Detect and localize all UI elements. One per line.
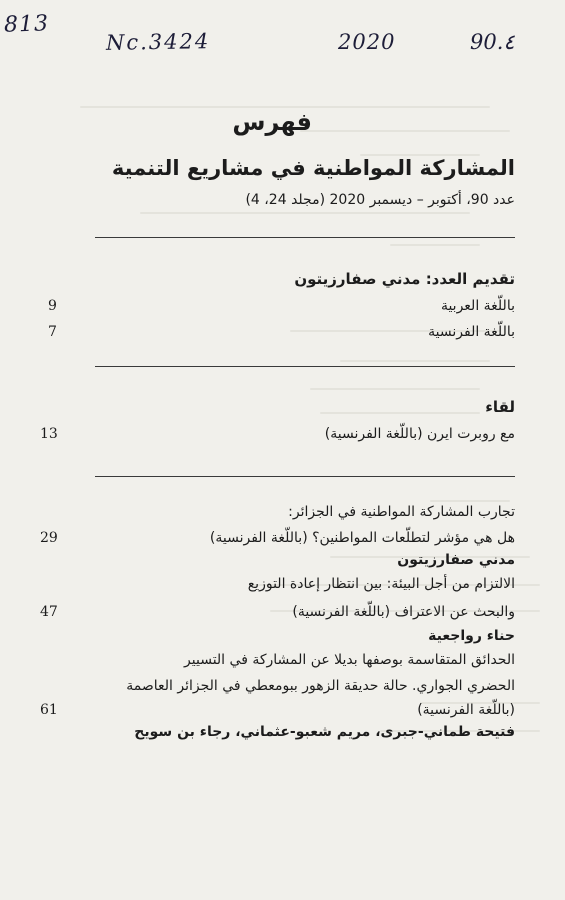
handwritten-catalog-code: Nc.3424 (105, 29, 211, 55)
section-divider (95, 366, 515, 367)
handwritten-year: 2020 (338, 30, 396, 54)
article-title-line: الحضري الجواري. حالة حديقة الزهور ببومعطي في الجزائر العاصمة (126, 678, 515, 694)
article-author: حناء رواجعية (428, 628, 515, 644)
section-divider (95, 476, 515, 477)
intro-item-french: باللّغة الفرنسية (428, 324, 515, 340)
article-page-number: 61 (40, 702, 58, 718)
intro-heading: تقديم العدد: مدني صفارزيتون (294, 270, 515, 288)
article-page-number: 29 (40, 530, 58, 546)
issue-subtitle: عدد 90، أكتوبر – ديسمبر 2020 (مجلد 24، 4) (245, 192, 515, 208)
intro-item-arabic-page: 9 (48, 298, 57, 314)
article-title-line: والبحث عن الاعتراف (باللّغة الفرنسية) (292, 604, 515, 620)
handwritten-corner-number: 813 (3, 11, 50, 38)
article-title-line: تجارب المشاركة المواطنية في الجزائر: (288, 504, 515, 520)
interview-item-page: 13 (40, 426, 58, 442)
section-divider (95, 237, 515, 238)
article-title-line: الالتزام من أجل البيئة: بين انتظار إعادة التوزيع (247, 576, 515, 592)
article-title-line: هل هي مؤشر لتطلّعات المواطنين؟ (باللّغة الفرنسية) (209, 530, 515, 546)
article-author: مدني صفارزيتون (397, 552, 515, 568)
article-title-line: (باللّغة الفرنسية) (417, 702, 515, 718)
handwritten-issue-number: 90.٤ (470, 30, 515, 54)
article-author: فتيحة طماني-جبرى، مريم شعبو-عثماني، رجاء بن سويح (134, 724, 515, 740)
intro-item-arabic: باللّغة العربية (440, 298, 515, 314)
toc-heading: فهرس (232, 108, 312, 136)
intro-item-french-page: 7 (48, 324, 57, 340)
interview-heading: لقاء (485, 398, 515, 416)
article-title-line: الحدائق المتقاسمة بوصفها بديلا عن المشاركة في التسيير (184, 652, 515, 668)
article-page-number: 47 (40, 604, 58, 620)
issue-title: المشاركة المواطنية في مشاريع التنمية (111, 156, 515, 180)
interview-item: مع روبرت ايرن (باللّغة الفرنسية) (324, 426, 515, 442)
